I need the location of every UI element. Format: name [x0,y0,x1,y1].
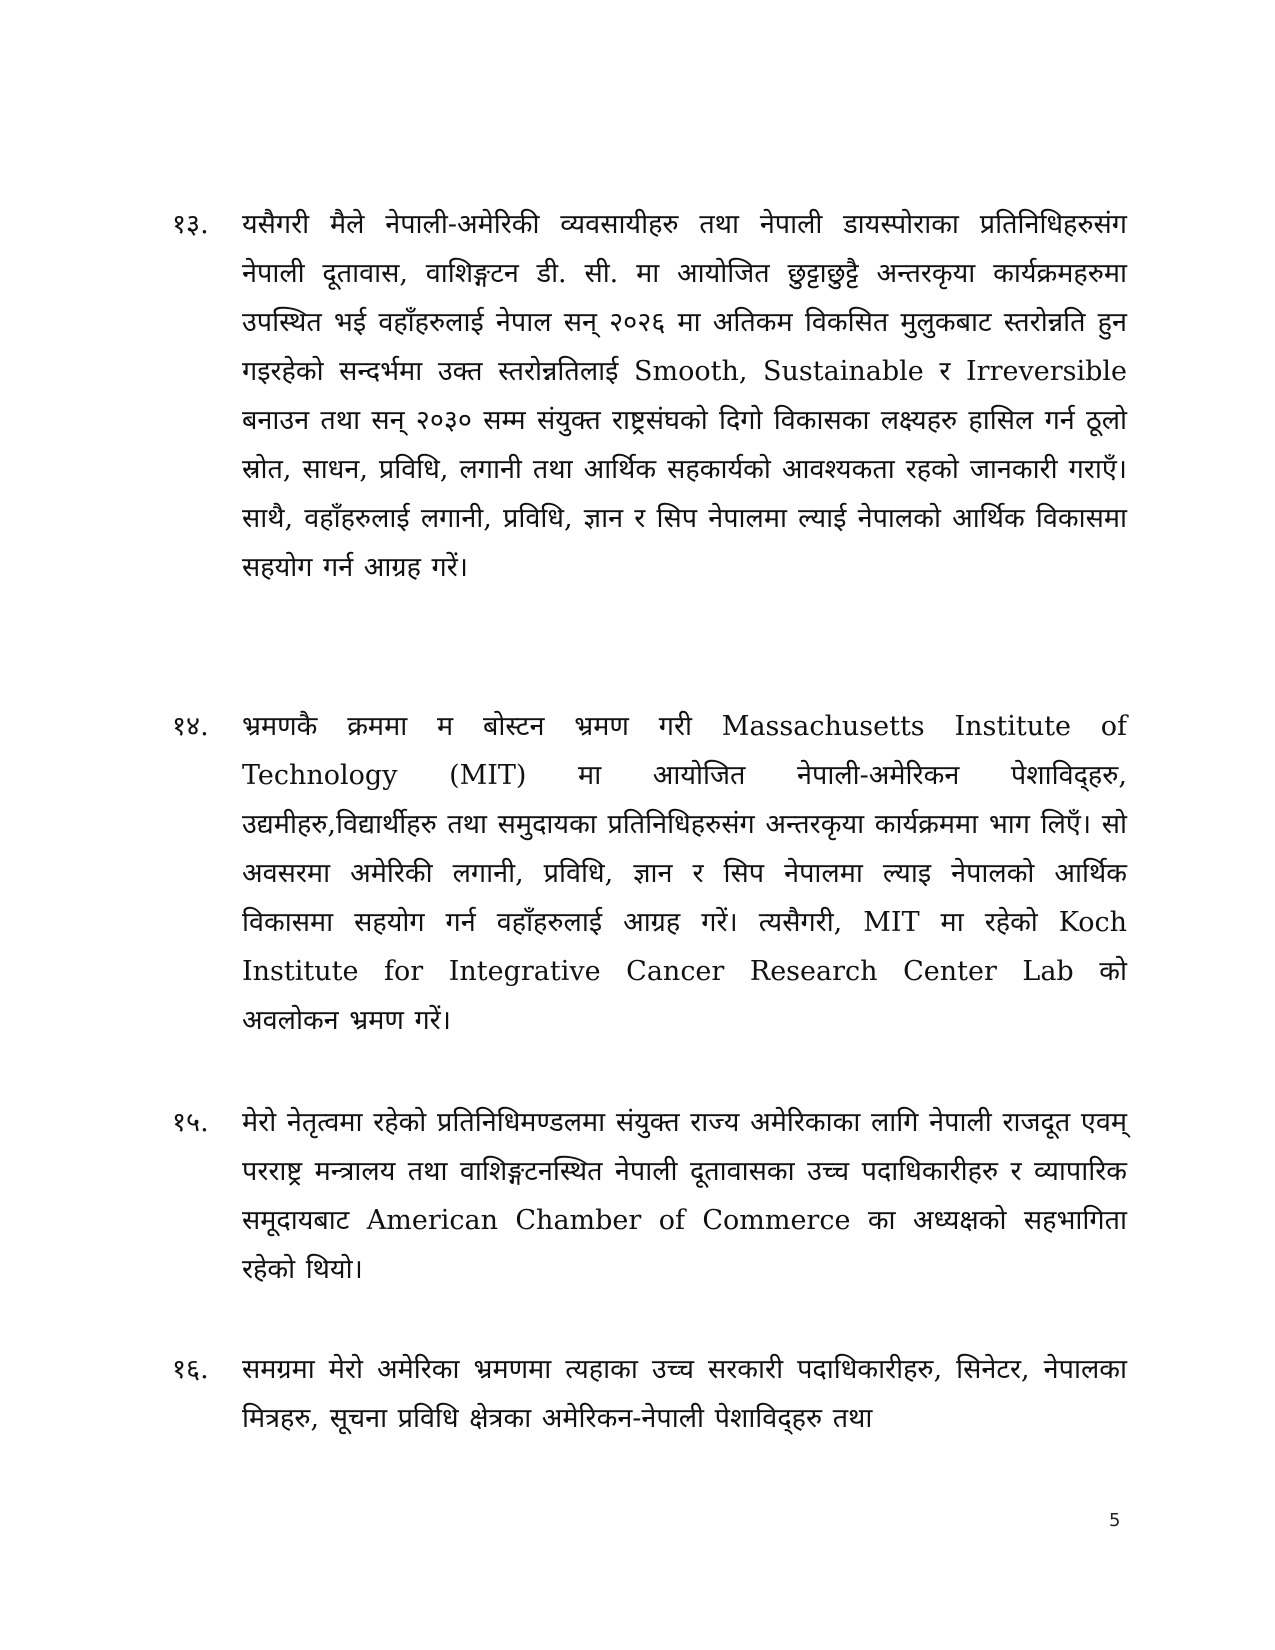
paragraph-text: मेरो नेतृत्वमा रहेको प्रतिनिधिमण्डलमा संयुक्त राज्य अमेरिकाका लागि नेपाली राजदूत एवम् परराष्ट्र मन्त्रालय तथा वाशिङ्गटनस्थित नेपाली दूतावासका उच्च पदाधिकारीहरु र व्यापारिक समूदायबाट American Chamber of Commerce का अध्यक्षको सहभागिता रहेको थियो। [242,1107,1127,1285]
paragraph-15 [172,1098,1127,1294]
paragraph-text: समग्रमा मेरो अमेरिका भ्रमणमा त्यहाका उच्च सरकारी पदाधिकारीहरु, सिनेटर, नेपालका मित्रहरु, सूचना प्रविधि क्षेत्रका अमेरिकन-नेपाली पेशाविद्हरु तथा [242,1354,1127,1434]
paragraph-number: १६. [172,1354,209,1385]
paragraph-number: १३. [172,209,209,240]
paragraph-number: १५. [172,1107,209,1138]
paragraph-13 [172,200,1127,592]
paragraph-text: भ्रमणकै क्रममा म बोस्टन भ्रमण गरी Massachusetts Institute of Technology (MIT) मा आयोजित नेपाली-अमेरिकन पेशाविद्हरु, उद्यमीहरु,विद्यार्थीहरु तथा समुदायका प्रतिनिधिहरुसंग अन्तरकृया कार्यक्रममा भाग लिएँ। सो अवसरमा अमेरिकी लगानी, प्रविधि, ज्ञान र सिप नेपालमा ल्याइ नेपालको आर्थिक विकासमा सहयोग गर्न वहाँहरुलाई आग्रह गरें। त्यसैगरी, MIT मा रहेको Koch Institute for Integrative Cancer Research Center Lab को अवलोकन भ्रमण गरें। [242,711,1127,1036]
page-number: 5 [1109,1510,1121,1531]
paragraph-text: यसैगरी मैले नेपाली-अमेरिकी व्यवसायीहरु तथा नेपाली डायस्पोराका प्रतिनिधिहरुसंग नेपाली दूतावास, वाशिङ्गटन डी. सी. मा आयोजित छुट्टाछुट्टै अन्तरकृया कार्यक्रमहरुमा उपस्थित भई वहाँहरुलाई नेपाल सन् २०२६ मा अतिकम विकसित मुलुकबाट स्तरोन्नति हुन गइरहेको सन्दर्भमा उक्त स्तरोन्नतिलाई Smooth, Sustainable र Irreversible बनाउन तथा सन् २०३० सम्म संयुक्त राष्ट्रसंघको दिगो विकासका लक्ष्यहरु हासिल गर्न ठूलो स्रोत, साधन, प्रविधि, लगानी तथा आर्थिक सहकार्यको आवश्यकता रहको जानकारी गराएँ। साथै, वहाँहरुलाई लगानी, प्रविधि, ज्ञान र सिप नेपालमा ल्याई नेपालको आर्थिक विकासमा सहयोग गर्न आग्रह गरें। [242,209,1127,583]
paragraph-16 [172,1345,1127,1443]
paragraph-number: १४. [172,711,209,742]
paragraph-14 [172,702,1127,1045]
